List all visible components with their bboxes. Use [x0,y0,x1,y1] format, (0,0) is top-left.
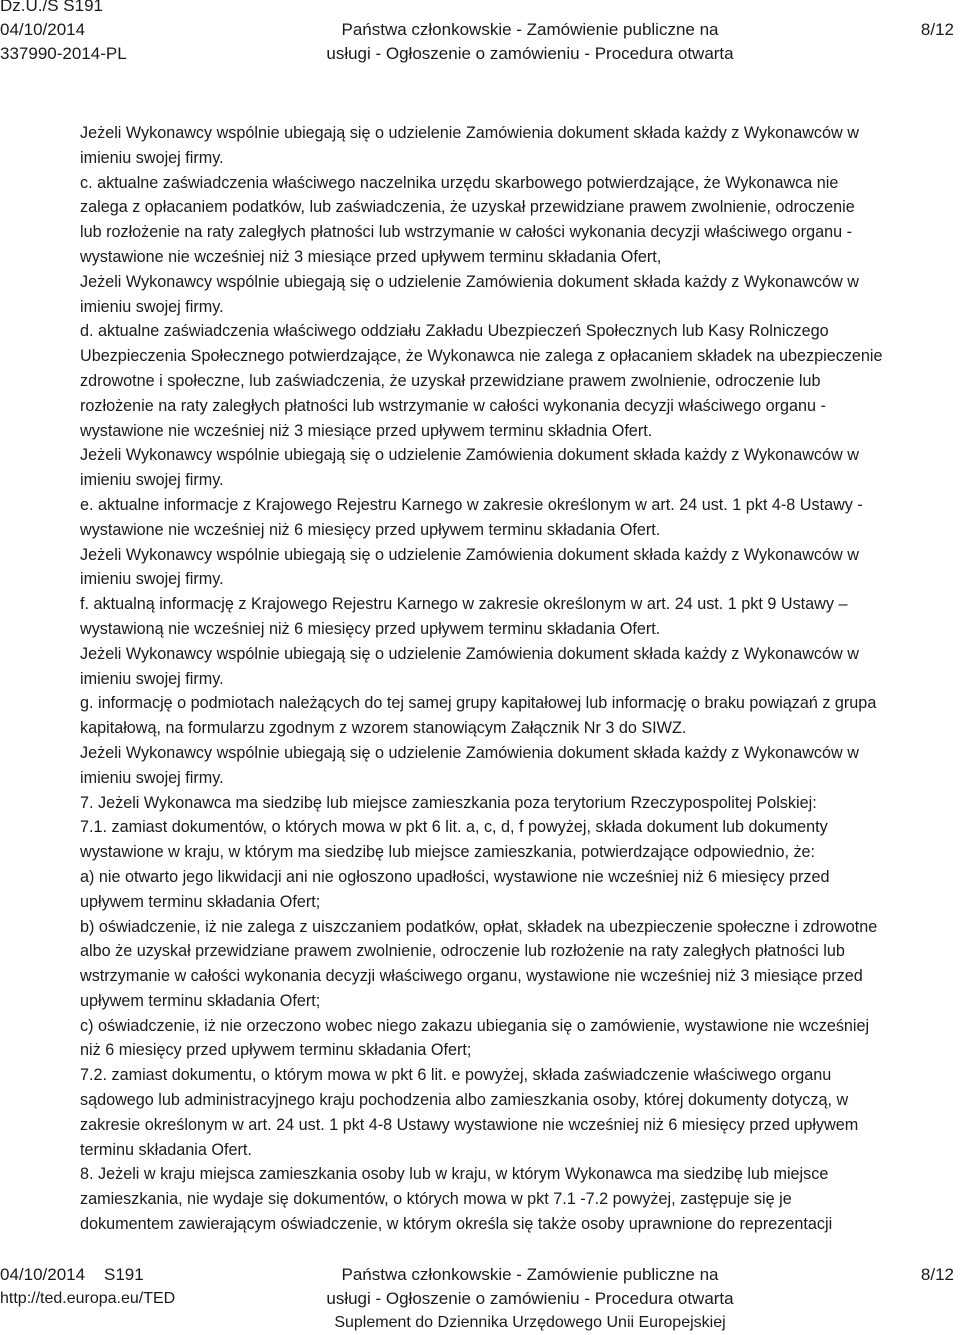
body-line: zakresie określonym w art. 24 ust. 1 pkt 4-8 Ustawy wystawione nie wcześniej niż 6 miesięcy przed upływem [80,1115,859,1134]
body-line: e. aktualne informacje z Krajowego Rejestru Karnego w zakresie określonym w art. 24 ust. 1 pkt 4-8 Ustawy - [80,495,863,514]
body-line: imieniu swojej firmy. [80,471,224,490]
footer-page-number: 8/12 [920,1265,954,1284]
body-line: wystawione nie wcześniej niż 3 miesiące przed upływem terminu składania Ofert, [80,247,662,266]
body-line: zamieszkania, nie wydaje się dokumentów, o których mowa w pkt 7.1 -7.2 powyżej, zastępuje się je [80,1190,792,1209]
body-line: c) oświadczenie, iż nie orzeczono wobec niego zakazu ubiegania się o zamówienie, wystawione nie wcześniej [80,1016,870,1035]
body-line: kapitałową, na formularzu zgodnym z wzorem stanowiącym Załącznik Nr 3 do SIWZ. [80,719,687,738]
body-line: 7.1. zamiast dokumentów, o których mowa w pkt 6 lit. a, c, d, f powyżej, składa dokument lub dokumenty [80,818,828,837]
header-title-line-1: Państwa członkowskie - Zamówienie publiczne na [341,20,719,39]
footer-title-line-1: Państwa członkowskie - Zamówienie publiczne na [341,1265,719,1284]
body-line: upływem terminu składania Ofert; [80,892,321,911]
body-line: Jeżeli Wykonawcy wspólnie ubiegają się o udzielenie Zamówienia dokument składa każdy z Wykonawców w [80,743,859,762]
body-line: lub rozłożenie na raty zaległych płatności lub wstrzymanie w całości wykonania decyzji właściwego organu - [80,223,852,242]
body-line: wstrzymanie w całości wykonania decyzji właściwego organu, wystawione nie wcześniej niż 3 miesiące przed [80,967,863,986]
body-line: Jeżeli Wykonawcy wspólnie ubiegają się o udzielenie Zamówienia dokument składa każdy z Wykonawców w [80,644,859,663]
body-line: Jeżeli Wykonawcy wspólnie ubiegają się o udzielenie Zamówienia dokument składa każdy z Wykonawców w [80,272,859,291]
footer-left [0,1263,175,1311]
body-line: d. aktualne zaświadczenia właściwego oddziału Zakładu Ubezpieczeń Społecznych lub Kasy Rolniczego [80,322,829,341]
body-line: 7.2. zamiast dokumentu, o którym mowa w pkt 6 lit. e powyżej, składa zaświadczenie właściwego organu [80,1066,832,1085]
header-date: 04/10/2014 [0,20,86,39]
body-line: zalega z opłacaniem podatków, lub zaświadczenia, że uzyskał przewidziane prawem zwolnienie, odroczenie [80,198,855,217]
header-title [300,18,760,66]
body-line: albo że uzyskał przewidziane prawem zwolnienie, odroczenie lub rozłożenie na raty zaległych płatności lub [80,942,845,961]
body-line: wystawione nie wcześniej niż 6 miesięcy przed upływem terminu składania Ofert. [80,520,661,539]
body-line: upływem terminu składania Ofert; [80,991,321,1010]
body-line: terminu składania Ofert. [80,1140,252,1159]
body-line: sądowego lub administracyjnego kraju pochodzenia albo zamieszkania osoby, której dokumenty dotyczą, w [80,1091,849,1110]
body-line: imieniu swojej firmy. [80,669,224,688]
body-line: f. aktualną informację z Krajowego Rejestru Karnego w zakresie określonym w art. 24 ust. 1 pkt 9 Ustawy – [80,595,848,614]
body-line: Jeżeli Wykonawcy wspólnie ubiegają się o udzielenie Zamówienia dokument składa każdy z Wykonawców w [80,124,859,142]
body-line: 7. Jeżeli Wykonawca ma siedzibę lub miejsce zamieszkania poza terytorium Rzeczypospolitej Polskiej: [80,793,817,812]
body-line: imieniu swojej firmy. [80,148,224,167]
footer-date-series [0,1263,175,1287]
body-line: dokumentem zawierającym oświadczenie, w którym określa się także osoby uprawnione do reprezentacji [80,1215,833,1234]
footer-url-link[interactable]: http://ted.europa.eu/TED [0,1290,176,1307]
body-line: rozłożenie na raty zaległych płatności lub wstrzymanie w całości wykonania decyzji właściwego organu - [80,396,826,415]
body-line: niż 6 miesięcy przed upływem terminu składania Ofert; [80,1041,472,1060]
body-line: c. aktualne zaświadczenia właściwego naczelnika urzędu skarbowego potwierdzające, że Wykonawca nie [80,173,839,192]
header-title-line-2: usługi - Ogłoszenie o zamówieniu - Procedura otwarta [326,44,734,63]
body-line: Jeżeli Wykonawcy wspólnie ubiegają się o udzielenie Zamówienia dokument składa każdy z Wykonawców w [80,446,859,465]
header-notice-number: 337990-2014-PL [0,44,127,63]
body-line: Ubezpieczenia Społecznego potwierdzające, że Wykonawca nie zalega z opłacaniem składek na ubezpieczenie [80,347,883,366]
body-line: a) nie otwarto jego likwidacji ani nie ogłoszono upadłości, wystawione nie wcześniej niż 6 miesięcy przed [80,867,830,886]
page-footer [0,1263,960,1334]
body-line: g. informację o podmiotach należących do tej samej grupy kapitałowej lub informację o braku powiązań z grupa [80,694,877,713]
footer-series: S191 [104,1265,144,1284]
body-line: 8. Jeżeli w kraju miejsca zamieszkania osoby lub w kraju, w którym Wykonawca ma siedzibę lub miejsce [80,1165,829,1184]
header-page-number: 8/12 [920,20,954,39]
header-doc-id: Dz.U./S S191 [0,0,103,15]
body-line: imieniu swojej firmy. [80,570,224,589]
page-header [0,0,960,70]
footer-title [290,1263,770,1335]
header-left [0,0,127,66]
footer-date: 04/10/2014 [0,1265,86,1284]
body-line: imieniu swojej firmy. [80,297,224,316]
footer-title-line-3: Suplement do Dziennika Urzędowego Unii Europejskiej [334,1314,726,1331]
body-line: Jeżeli Wykonawcy wspólnie ubiegają się o udzielenie Zamówienia dokument składa każdy z Wykonawców w [80,545,859,564]
body-line: imieniu swojej firmy. [80,768,224,787]
body-line: b) oświadczenie, iż nie zalega z uiszczaniem podatków, opłat, składek na ubezpieczenie społeczne i zdrowotne [80,917,878,936]
body-line: wystawioną nie wcześniej niż 6 miesięcy przed upływem terminu składania Ofert. [80,619,661,638]
body-line: wystawione w kraju, w którym ma siedzibę lub miejsce zamieszkania, potwierdzające odpowiednio, że: [80,843,816,862]
body-line: wystawione nie wcześniej niż 3 miesiące przed upływem terminu składnia Ofert. [80,421,653,440]
footer-title-line-2: usługi - Ogłoszenie o zamówieniu - Procedura otwarta [326,1289,734,1308]
body-line: zdrowotne i społeczne, lub zaświadczenia, że uzyskał przewidziane prawem zwolnienie, odroczenie lub [80,371,821,390]
document-body [80,121,952,1237]
